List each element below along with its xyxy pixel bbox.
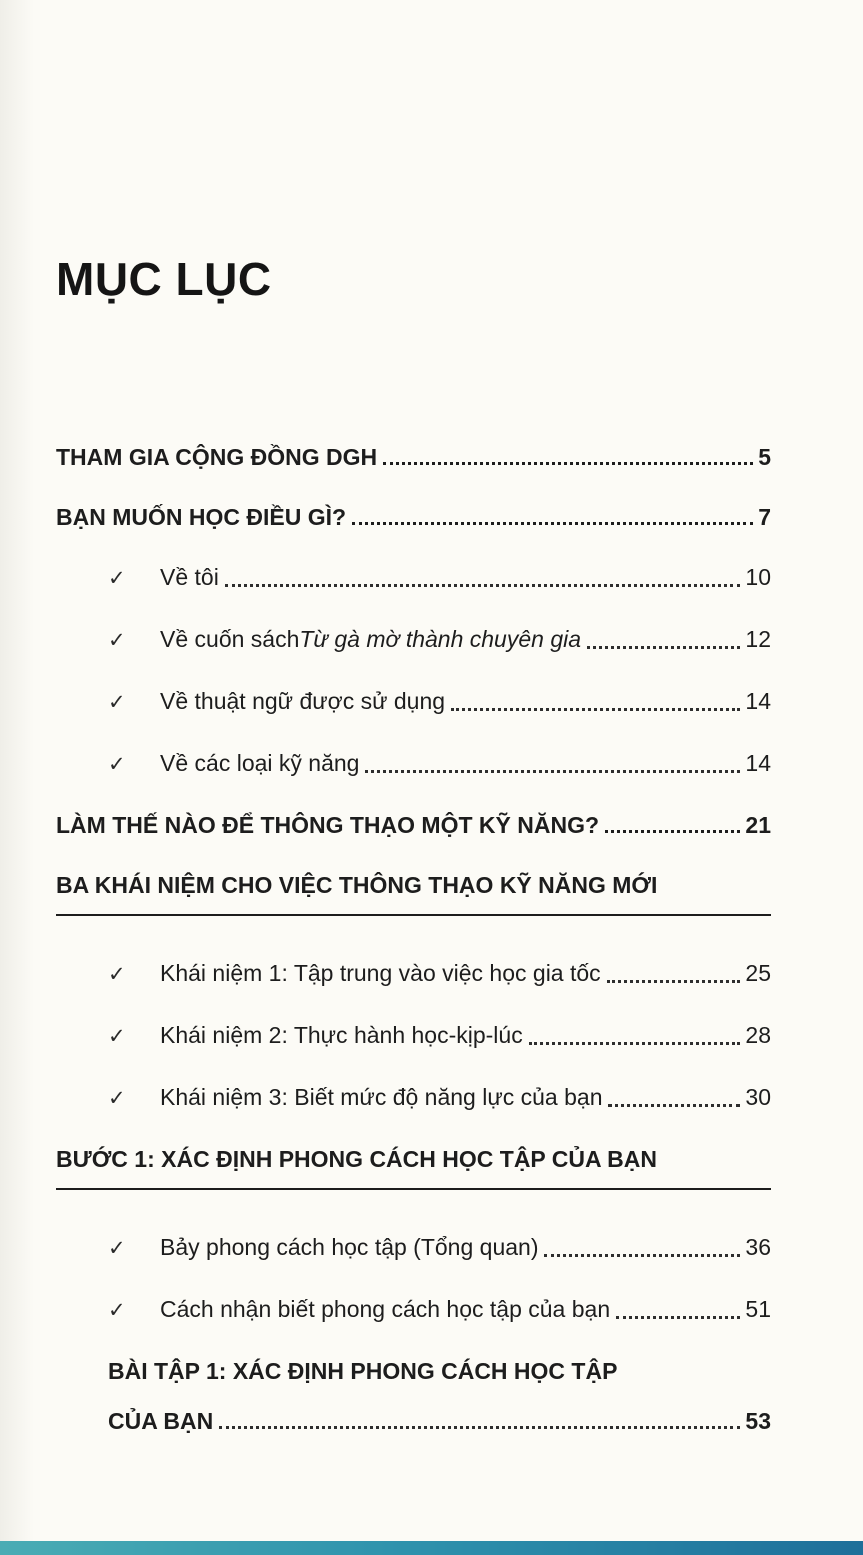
- page-number: 14: [745, 688, 771, 714]
- toc-entry-label: Về các loại kỹ năng: [160, 750, 360, 776]
- toc-section-heading: BA KHÁI NIỆM CHO VIỆC THÔNG THẠO KỸ NĂNG MỚI: [56, 872, 771, 916]
- toc-entry-label: BẠN MUỐN HỌC ĐIỀU GÌ?: [56, 504, 347, 530]
- toc-entry-item: [56, 960, 771, 988]
- toc-entry-item: [56, 1234, 771, 1262]
- toc-entry-label: Khái niệm 2: Thực hành học-kịp-lúc: [160, 1022, 523, 1048]
- checkmark-icon: ✓: [108, 1025, 126, 1048]
- page-number: 30: [745, 1084, 771, 1110]
- toc-entry-label: Về tôi: [160, 564, 219, 590]
- toc-exercise-entry: [56, 1408, 771, 1434]
- checkmark-icon: ✓: [108, 629, 126, 652]
- page-bottom-color-bar: [0, 1541, 863, 1555]
- checkmark-icon: ✓: [108, 753, 126, 776]
- toc-entry-item: [56, 626, 771, 654]
- leader-dots: [529, 1042, 741, 1045]
- toc-exercise-label-line2: CỦA BẠN: [108, 1408, 214, 1434]
- toc-entry-label: Khái niệm 3: Biết mức độ năng lực của bạn: [160, 1084, 603, 1110]
- page-number: 7: [758, 504, 771, 530]
- toc-entry-label: Cách nhận biết phong cách học tập của bạn: [160, 1296, 611, 1322]
- leader-dots: [587, 646, 740, 649]
- toc-entry-item: [56, 1022, 771, 1050]
- page-number: 14: [745, 750, 771, 776]
- toc-entry-item: [56, 1296, 771, 1324]
- checkmark-icon: ✓: [108, 567, 126, 590]
- leader-dots: [616, 1316, 740, 1319]
- page-title: MỤC LỤC: [56, 253, 272, 305]
- toc-entry-label: Về thuật ngữ được sử dụng: [160, 688, 446, 714]
- page-number: 36: [745, 1234, 771, 1260]
- toc-entry-label: Khái niệm 1: Tập trung vào việc học gia tốc: [160, 960, 601, 986]
- checkmark-icon: ✓: [108, 1299, 126, 1322]
- toc-entry-heading: [56, 504, 771, 530]
- leader-dots: [451, 708, 740, 711]
- leader-dots: [608, 1104, 740, 1107]
- toc-entry-item: [56, 750, 771, 778]
- toc-entry-item: [56, 564, 771, 592]
- checkmark-icon: ✓: [108, 1087, 126, 1110]
- toc-exercise-label-line1: BÀI TẬP 1: XÁC ĐỊNH PHONG CÁCH HỌC TẬP: [108, 1358, 618, 1384]
- page-number: 25: [745, 960, 771, 986]
- page-number: 5: [758, 444, 771, 470]
- leader-dots: [352, 522, 753, 525]
- page-number: 28: [745, 1022, 771, 1048]
- leader-dots: [607, 980, 741, 983]
- page-number: 53: [745, 1408, 771, 1434]
- toc-entry-item: [56, 688, 771, 716]
- toc-entry-label: THAM GIA CỘNG ĐỒNG DGH: [56, 444, 378, 470]
- toc-entry-label: Về cuốn sách: [160, 626, 300, 652]
- toc-entry-label: LÀM THẾ NÀO ĐỂ THÔNG THẠO MỘT KỸ NĂNG?: [56, 812, 600, 838]
- leader-dots: [225, 584, 741, 587]
- leader-dots: [383, 462, 753, 465]
- leader-dots: [219, 1426, 740, 1429]
- toc-entry-label-italic: Từ gà mờ thành chuyên gia: [299, 626, 582, 652]
- page-number: 10: [745, 564, 771, 590]
- page-number: 12: [745, 626, 771, 652]
- toc-entry-heading: [56, 812, 771, 838]
- leader-dots: [365, 770, 740, 773]
- page-number: 21: [745, 812, 771, 838]
- checkmark-icon: ✓: [108, 691, 126, 714]
- checkmark-icon: ✓: [108, 963, 126, 986]
- toc-entry-label: Bảy phong cách học tập (Tổng quan): [160, 1234, 539, 1260]
- checkmark-icon: ✓: [108, 1237, 126, 1260]
- leader-dots: [605, 830, 740, 833]
- toc-entry-item: [56, 1084, 771, 1112]
- leader-dots: [544, 1254, 740, 1257]
- toc-entry-heading: [56, 444, 771, 470]
- toc-section-heading: BƯỚC 1: XÁC ĐỊNH PHONG CÁCH HỌC TẬP CỦA BẠN: [56, 1146, 771, 1190]
- page-number: 51: [745, 1296, 771, 1322]
